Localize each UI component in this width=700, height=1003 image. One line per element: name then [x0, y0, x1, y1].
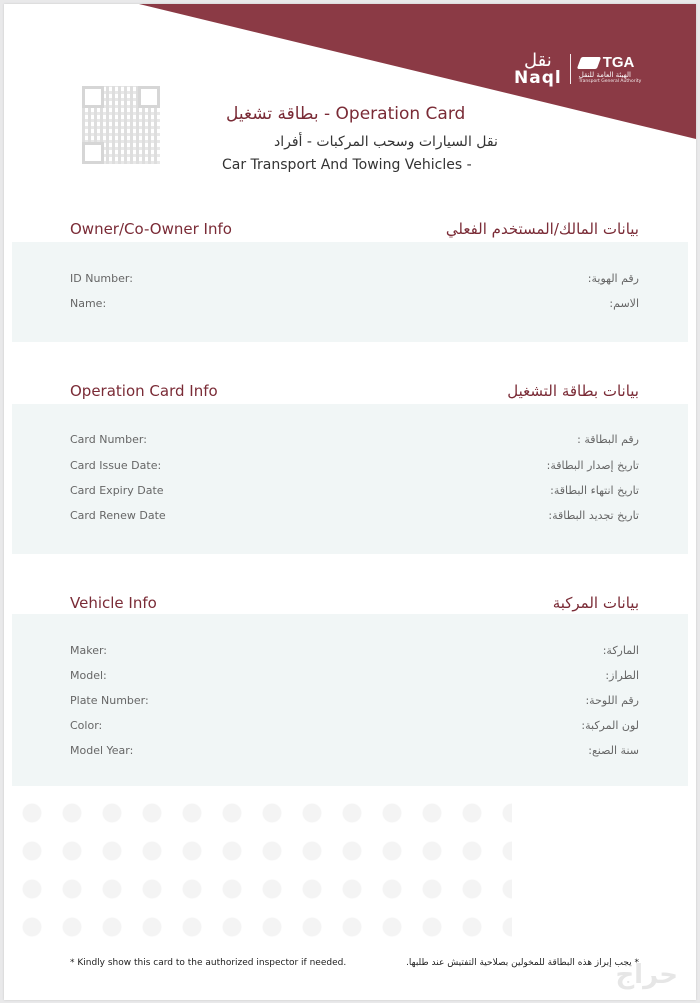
maker-label: Maker:	[70, 644, 108, 657]
card-section-title-en: Operation Card Info	[70, 382, 218, 400]
card-number-label: Card Number:	[70, 433, 147, 446]
operation-card-document	[4, 4, 696, 1000]
id-number-label-ar: رقم الهوية:	[587, 272, 639, 285]
document-title: بطاقة تشغيل - Operation Card	[226, 104, 466, 124]
card-renew-date-label-ar: تاريخ تجديد البطاقة:	[548, 509, 639, 522]
model-year-label-ar: سنة الصنع:	[588, 744, 639, 757]
background-dot-pattern	[12, 794, 512, 944]
card-issue-date-label: Card Issue Date:	[70, 459, 162, 472]
watermark-logo: حراج	[615, 960, 678, 990]
document-subtitle-en: Car Transport And Towing Vehicles -	[222, 157, 472, 173]
model-label: Model:	[70, 669, 107, 682]
id-number-label: ID Number:	[70, 272, 133, 285]
footer-note-en: * Kindly show this card to the authorized inspector if needed.	[70, 958, 347, 968]
card-issue-date-label-ar: تاريخ إصدار البطاقة:	[546, 459, 639, 472]
footer-note-ar: * يجب إبراز هذه البطاقة للمخولين بصلاحية التفتيش عند طلبها.	[406, 958, 639, 968]
card-section-panel	[12, 404, 688, 554]
tga-logo: TGA الهيئة العامة للنقل Transport General Authority	[579, 54, 642, 84]
owner-section-panel	[12, 242, 688, 342]
plate-number-label-ar: رقم اللوحة:	[585, 694, 639, 707]
owner-section-title-en: Owner/Co-Owner Info	[70, 220, 232, 238]
model-label-ar: الطراز:	[605, 669, 639, 682]
card-expiry-date-label-ar: تاريخ انتهاء البطاقة:	[550, 484, 639, 497]
header-logos	[514, 44, 684, 94]
card-number-label-ar: رقم البطاقة :	[577, 433, 639, 446]
color-label-ar: لون المركبة:	[581, 719, 639, 732]
model-year-label: Model Year:	[70, 744, 134, 757]
card-section-title-ar: بيانات بطاقة التشغيل	[507, 382, 639, 400]
naql-logo: نقل Naql	[514, 49, 562, 88]
tga-emblem-icon	[577, 57, 601, 69]
vehicle-section-title-en: Vehicle Info	[70, 594, 157, 612]
name-label-ar: الاسم:	[609, 297, 639, 310]
maker-label-ar: الماركة:	[602, 644, 639, 657]
owner-section-title-ar: بيانات المالك/المستخدم الفعلي	[445, 220, 639, 238]
logo-divider	[570, 54, 571, 84]
plate-number-label: Plate Number:	[70, 694, 149, 707]
document-subtitle-ar: نقل السيارات وسحب المركبات - أفراد	[274, 134, 498, 150]
color-label: Color:	[70, 719, 103, 732]
qr-code-icon	[82, 86, 160, 164]
card-expiry-date-label: Card Expiry Date	[70, 484, 164, 497]
name-label: Name:	[70, 297, 107, 310]
card-renew-date-label: Card Renew Date	[70, 509, 166, 522]
vehicle-section-title-ar: بيانات المركبة	[552, 594, 639, 612]
